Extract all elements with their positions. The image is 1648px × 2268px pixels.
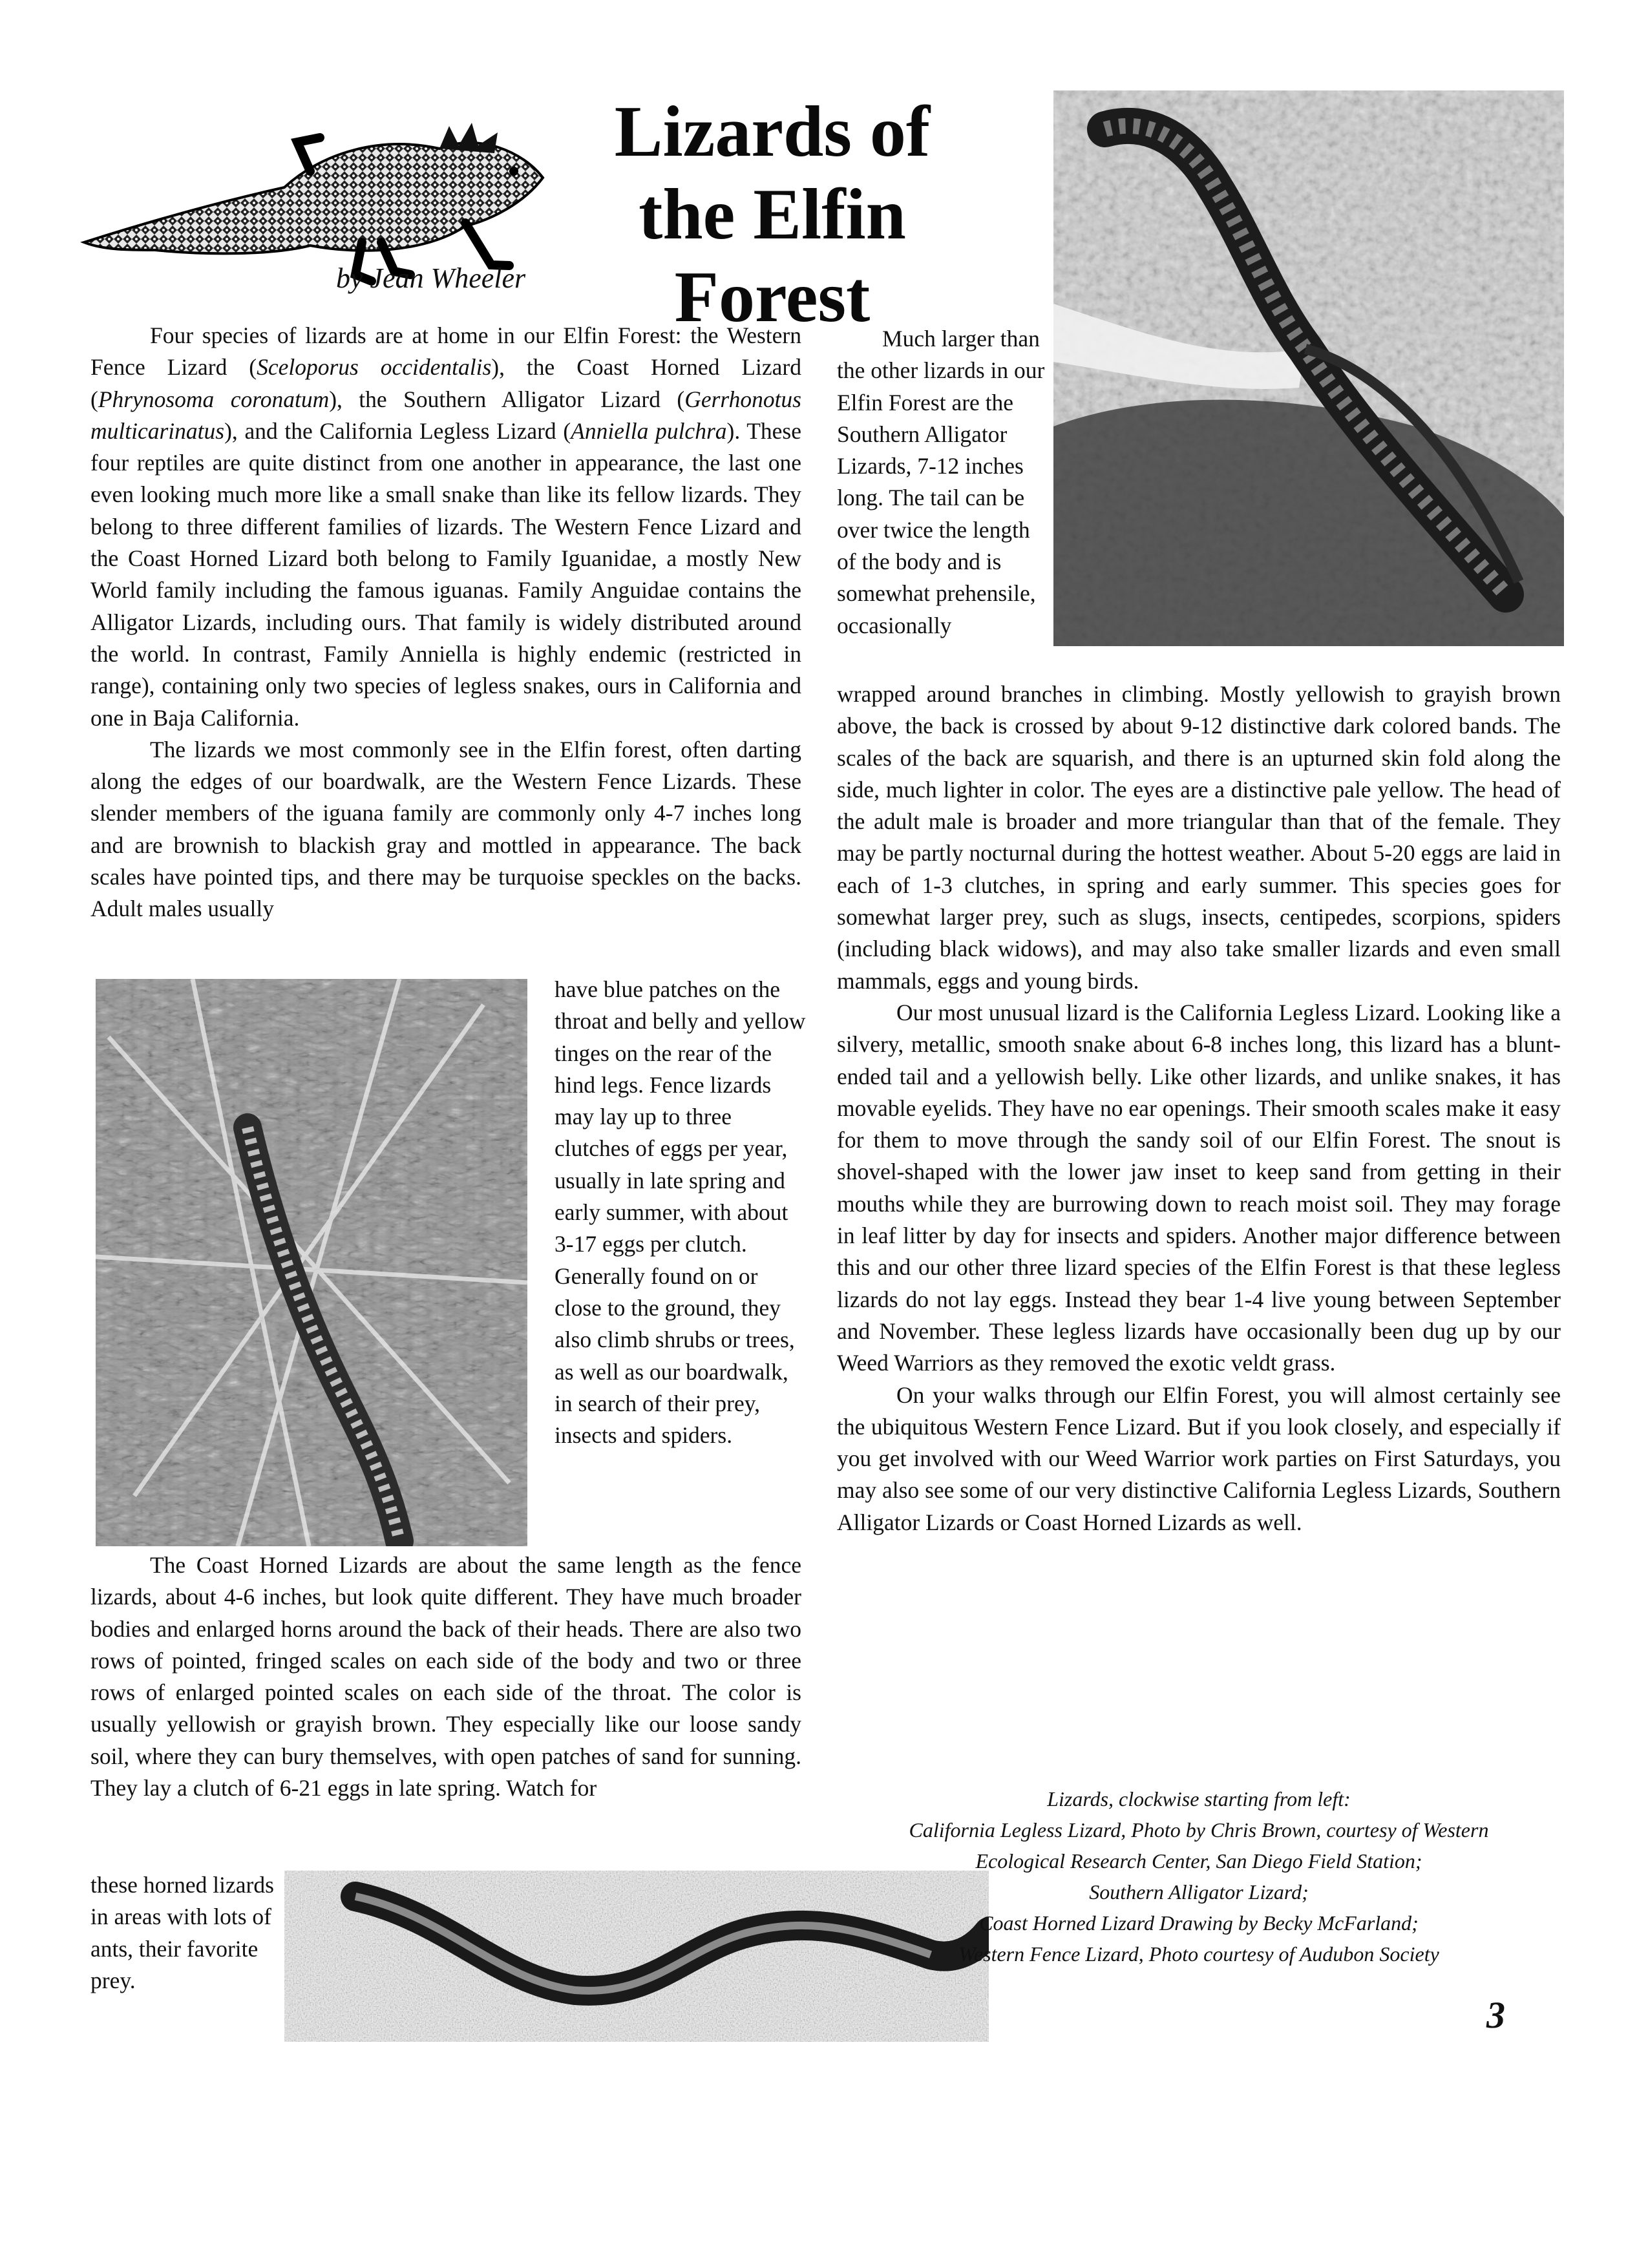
byline: by Jean Wheeler [336, 262, 526, 294]
sci-name-sceloporus: Sceloporus occidentalis [257, 354, 492, 381]
title-line-2: the Elfin Forest [639, 174, 906, 337]
alligator-lizard-photo [1053, 90, 1564, 646]
caption-line-2: California Legless Lizard, Photo by Chris Brown, courtesy of Western [909, 1818, 1489, 1842]
paragraph-species-intro: Four species of lizards are at home in our Elfin Forest: the Western Fence Lizard (Sceloporus occidentalis), the Coast Horned Lizard (Phrynosoma coronatum), the Southern Alligator Lizard (Gerrhonotus multicarinatus), and the California Legless Lizard (Anniella pulchra). These four reptiles are quite distinct from one another in appearance, the last one even looking much more like a small snake than like its fellow lizards. They belong to three different families of lizards. The Western Fence Lizard and the Coast Horned Lizard both belong to Family Iguanidae, a mostly New World family including the famous iguanas. Family Anguidae contains the Alligator Lizards, including ours. That family is widely distributed around the world. In contrast, Family Anniella is highly endemic (restricted in range), containing only two species of legless snakes, ours in California and one in Baja California. [90, 322, 801, 731]
paragraph-fence-lizard: The lizards we most commonly see in the Elfin forest, often darting along the edges of our boardwalk, are the Western Fence Lizards. These slender members of the iguana family are commonly only 4-7 inches long and are brownish to blackish gray and mottled in appearance. The back scales have pointed tips, and there may be turquoise speckles on the backs. Adult males usually [90, 736, 801, 922]
fence-lizard-photo [96, 979, 527, 1546]
paragraph-horned-lizard: The Coast Horned Lizards are about the same length as the fence lizards, about 4-6 inches, but look quite different. They have much broader bodies and enlarged horns around the back of their heads. There are also two rows of pointed, fringed scales on each side of the body and two or three rows of enlarged pointed scales on each side of the throat. The color is usually yellowish or grayish brown. They especially like our loose sandy soil, where they can bury themselves, with open patches of sand for sunning. They lay a clutch of 6-21 eggs in late spring. Watch for [90, 1552, 801, 1801]
left-column-top [90, 320, 801, 979]
caption-line-5: Coast Horned Lizard Drawing by Becky McFarland; [979, 1911, 1419, 1935]
title-line-1: Lizards of [614, 92, 931, 172]
caption-line-3: Ecological Research Center, San Diego Field Station; [975, 1849, 1422, 1873]
paragraph-closing: On your walks through our Elfin Forest, you will almost certainly see the ubiquitous Western Fence Lizard. But if you look closely, and especially if you get involved with our Weed Warrior work parties on First Saturdays, you may also see some of our very distinctive California Legless Lizards, Southern Alligator Lizards or Coast Horned Lizards as well. [837, 1381, 1561, 1535]
caption-line-6: Western Fence Lizard, Photo courtesy of Audubon Society [958, 1942, 1439, 1966]
paragraph-legless-lizard: Our most unusual lizard is the California Legless Lizard. Looking like a silvery, metallic, smooth snake about 6-8 inches long, this lizard has a blunt-ended tail and a yellowish belly. Like other lizards, and unlike snakes, it has movable eyelids. They have no ear openings. Their smooth scales make it easy for them to move through the sandy soil of our Elfin Forest. The snout is shovel-shaped with the lower jaw inset to keep sand from getting in their mouths while they are burrowing down to reach moist soil. They may forage in leaf litter by day for insects and spiders. Another major difference between this and our other three lizard species of the Elfin Forest is that these legless lizards do not lay eggs. Instead they bear 1-4 live young between September and November. These legless lizards have occasionally been dug up by our Weed Warriors as they removed the exotic veldt grass. [837, 999, 1561, 1376]
photo-caption [840, 1783, 1558, 1969]
fence-lizard-wrap-text: have blue patches on the throat and belly and yellow tinges on the rear of the hind legs. Fence lizards may lay up to three clutches of eggs per year, usually in late spring and early summer, with about 3-17 eggs per clutch. Generally found on or close to the ground, they also climb shrubs or trees, as well as our boardwalk, in search of their prey, insects and spiders. [555, 976, 806, 1449]
alligator-lizard-wrap-text: Much larger than the other lizards in our Elfin Forest are the Southern Alligator Lizards, 7-12 inches long. The tail can be over twice the length of the body and is somewhat prehensile, occasionally [837, 326, 1045, 638]
sci-name-anniella: Anniella pulchra [571, 417, 727, 444]
caption-line-1: Lizards, clockwise starting from left: [1047, 1787, 1351, 1811]
right-column-text [837, 678, 1561, 1719]
caption-line-4: Southern Alligator Lizard; [1089, 1880, 1309, 1904]
horned-lizard-wrap-text: these horned lizards in areas with lots of ants, their favorite prey. [90, 1872, 274, 1993]
sci-name-gerrhonotus: Gerrhonotus multicarinatus [90, 386, 801, 444]
sci-name-phrynosoma: Phrynosoma coronatum [98, 386, 330, 412]
article-title [540, 90, 1005, 339]
page-number: 3 [1486, 1994, 1505, 2036]
paragraph-alligator-lizard: wrapped around branches in climbing. Mostly yellowish to grayish brown above, the back is crossed by about 9-12 distinctive dark colored bands. The scales of the back are squarish, and there is an upturned skin fold along the side, much lighter in color. The eyes are a distinctive pale yellow. The head of the adult male is broader and more triangular than that of the female. They may be partly nocturnal during the hottest weather. About 5-20 eggs are laid in each of 1-3 clutches, in spring and early summer. This species goes for somewhat larger prey, such as slugs, insects, centipedes, scorpions, spiders (including black widows), and may also take smaller lizards and even small mammals, eggs and young birds. [837, 681, 1561, 994]
